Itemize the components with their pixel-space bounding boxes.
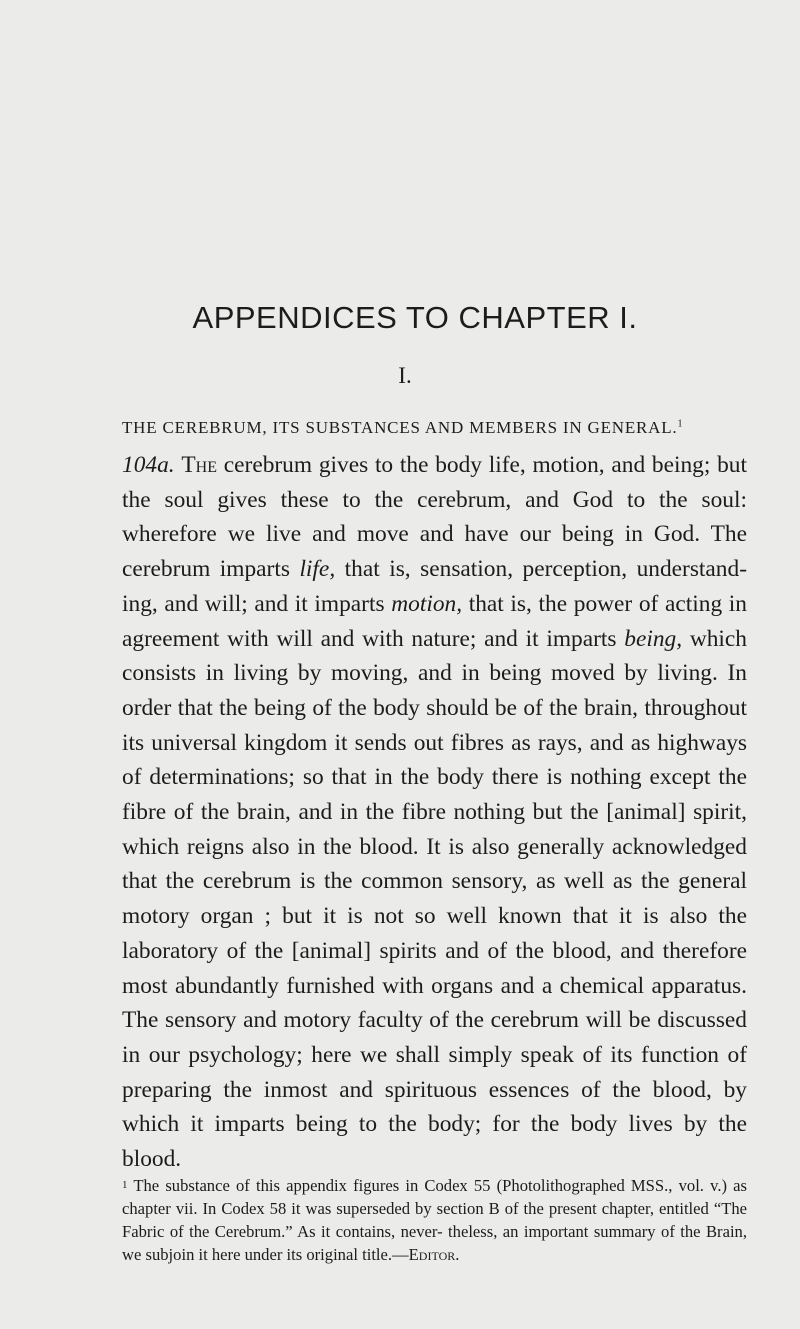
emphasis-life: life, (299, 556, 336, 583)
paragraph-lead-word: The (181, 452, 218, 478)
paragraph-text-1: cerebrum gives to the body life, motion, and being; but the soul gives these to the cerebrum, and God to the soul: wherefore we live and move and have our being in God. The cerebrum imparts (122, 452, 747, 583)
footnote (122, 1174, 747, 1266)
section-title (122, 418, 762, 438)
body-paragraph (122, 448, 747, 1177)
paragraph-number: 104a. (122, 452, 175, 478)
footnote-reference: 1 (677, 418, 684, 430)
paragraph-text-3: that is, the power of acting in agreement with will and with nature; and it imparts (122, 590, 747, 652)
emphasis-motion: motion, (391, 590, 463, 617)
footnote-signature: Editor. (408, 1245, 460, 1264)
footnote-text: The substance of this appendix figures in Codex 55 (Photolithographed MSS., vol. v.) as chapter vii. In Codex 58 it was superseded by section B of the present chapter, entitled “The Fabric of the Cerebrum.” As it contains, never- theless, an important summary of the Brain, we subjoin it here under its original title.— (122, 1176, 747, 1264)
paragraph-text-4: which consists in living by moving, and in being moved by living. In order that the being of the body should be of the brain, throughout its universal kingdom it sends out fibres as rays, and as highways of determinations; so that in the body there is nothing except the fibre of the brain, and in the fibre nothing but the [animal] spirit, which reigns also in the blood. It is also generally acknowledged that the cerebrum is the common sensory, as well as the general motory organ ; but it is not so well known that it is also the laboratory of the [animal] spirits and of the blood, and therefore most abundantly furnished with organs and a chemical apparatus. The sensory and motory faculty of the cerebrum will be discussed in our psychology; here we shall simply speak of its function of preparing the inmost and spirituous essences of the blood, by which it imparts being to the body; for the body lives by the blood. (122, 625, 747, 1173)
emphasis-being: being, (624, 625, 683, 652)
section-numeral: I. (398, 363, 412, 388)
paragraph-text-2: that is, sensation, perception, understand- ing, and will; and it imparts (122, 556, 747, 617)
section-title-text: THE CEREBRUM, ITS SUBSTANCES AND MEMBERS IN GENERAL. (122, 418, 678, 437)
appendix-heading: APPENDICES TO CHAPTER I. (192, 300, 638, 335)
footnote-mark: 1 (122, 1179, 128, 1191)
